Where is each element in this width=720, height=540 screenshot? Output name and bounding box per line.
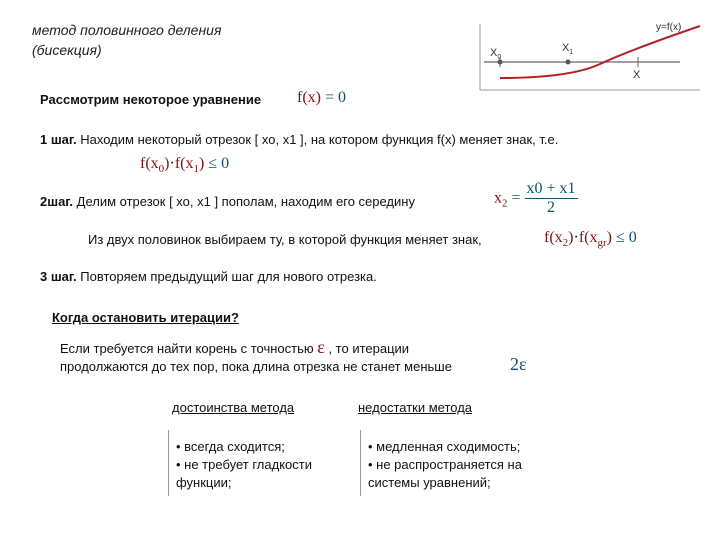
disadvantages-divider [360, 430, 361, 496]
step3-label: 3 шаг. [40, 269, 77, 284]
disadvantages-heading: недостатки метода [358, 400, 473, 415]
two-epsilon: 2ε [510, 354, 527, 374]
title-line-2: (бисекция) [32, 42, 102, 58]
step1-line [40, 132, 558, 147]
title-line-1: метод половинного деления [32, 22, 222, 38]
disadvantages-item: • медленная сходимость; [368, 439, 521, 454]
disadvantages-item: • не распространяется на [368, 457, 522, 472]
step1-condition: $f(x_0)\cdot f(x_1) \le 0$ [140, 155, 230, 176]
step2-label: 2шаг. [40, 194, 74, 209]
intro-equation: f(x) = 0 [297, 89, 347, 106]
disadvantages-item: системы уравнений; [368, 475, 491, 490]
step3-text: Повторяем предыдущий шаг для нового отрезка. [80, 269, 377, 284]
step3-line [40, 269, 377, 284]
advantages-item: • не требует гладкости [176, 457, 312, 472]
curve-label: y=f(x) [656, 22, 682, 33]
stop-heading: Когда остановить итерации? [52, 310, 239, 325]
intro-text: Рассмотрим некоторое уравнение [40, 92, 262, 107]
stop-line-1: Если требуется найти корень с точностью ε , то итерации [60, 337, 410, 357]
advantages-item: функции; [176, 475, 232, 490]
advantages-divider [168, 430, 169, 496]
x0-label: $X_0$ [490, 47, 502, 61]
epsilon-symbol: ε [317, 337, 325, 357]
x1-point [566, 60, 571, 65]
axis-label: X [633, 69, 641, 81]
step2-midpoint-formula: $x_2$ = $\frac{x0 + x1}{2}$ [494, 180, 576, 216]
advantages-item: • всегда сходится; [176, 439, 285, 454]
disadvantages-list [368, 438, 522, 492]
step2-choose-text: Из двух половинок выбираем ту, в которой функция меняет знак, [88, 232, 482, 247]
midpoint-fraction: $\frac{x0 + x1}{2}$ [526, 180, 576, 216]
step1-text: Находим некоторый отрезок [ хо, х1 ], на котором функция f(x) меняет знак, т.е. [80, 132, 559, 147]
x1-label: $X_1$ [562, 42, 574, 56]
function-curve [500, 26, 700, 78]
page-title [32, 20, 221, 60]
step1-label: 1 шаг. [40, 132, 77, 147]
step2-choose-condition: $f(x_2)\cdot f(x_{gr}) \le 0$ [544, 229, 637, 250]
advantages-heading: достоинства метода [172, 400, 295, 415]
bisection-graph [470, 18, 710, 98]
step2-text: Делим отрезок [ хо, х1 ] пополам, находим его середину [76, 194, 415, 209]
stop-line-2: продолжаются до тех пор, пока длина отрезка не станет меньше [60, 359, 452, 374]
step2-line [40, 194, 415, 209]
advantages-list [176, 438, 312, 492]
